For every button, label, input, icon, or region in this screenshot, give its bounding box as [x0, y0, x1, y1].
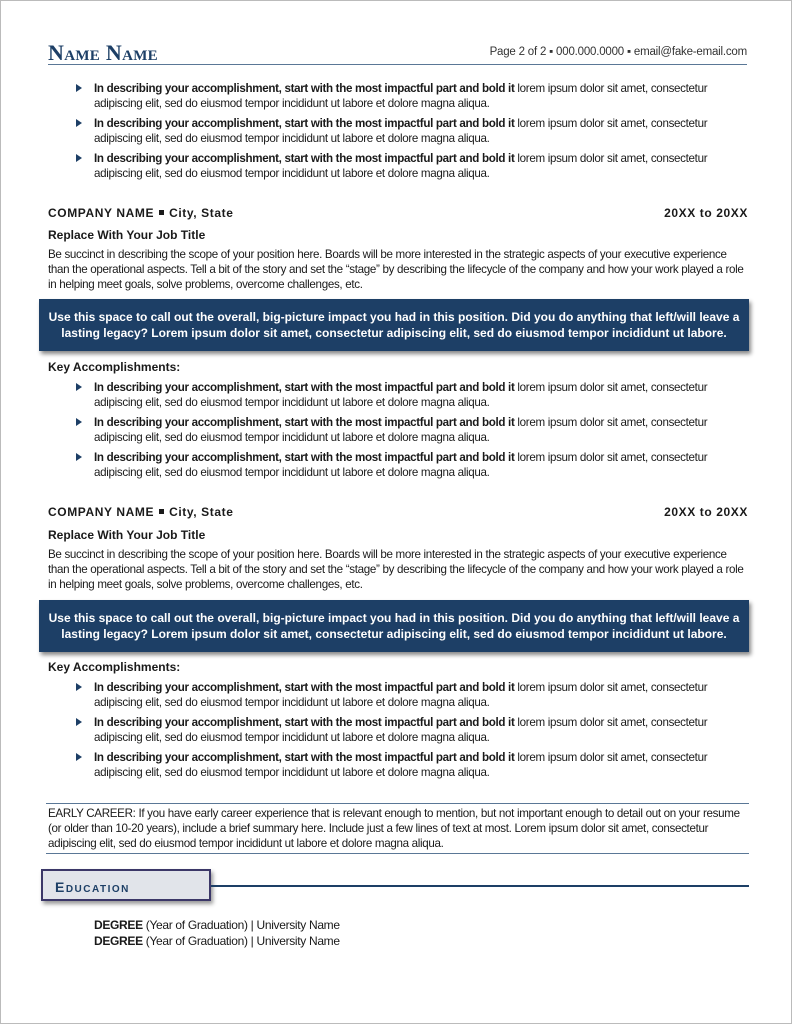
bullet-list — [76, 81, 748, 186]
impact-callout: Use this space to call out the overall, big-picture impact you had in this position. Did you do anything that left/will leave a lasting legacy? Lorem ipsum dolor sit amet, consectetur adipiscing elit, sed do eiusmod tempor incididunt ut labore. — [39, 299, 749, 351]
list-item — [76, 750, 748, 780]
bullet-text: lorem ipsum dolor sit amet, consectetur adipiscing elit, sed do eiusmod tempor incididunt ut labore et dolore magna aliqua. — [94, 751, 708, 779]
degree-detail: (Year of Graduation) | University Name — [142, 918, 340, 932]
bullet-text: lorem ipsum dolor sit amet, consectetur adipiscing elit, sed do eiusmod tempor incididunt ut labore et dolore magna aliqua. — [94, 416, 708, 444]
bullet-text: lorem ipsum dolor sit amet, consectetur adipiscing elit, sed do eiusmod tempor incididunt ut labore et dolore magna aliqua. — [94, 82, 708, 110]
bullet-bold: In describing your accomplishment, start with the most impactful part and bold it — [94, 152, 515, 165]
company-line — [48, 206, 748, 220]
early-career-summary: EARLY CAREER: If you have early career experience that is relevant enough to mention, but not important enough to detail out on your resume (or older than 10-20 years), include a brief summary here. Include just a few lines of text at most. Lorem ipsum dolor sit amet, consectetur adipiscing elit, sed do eiusmod tempor incididunt ut labore et dolore magna aliqua. — [48, 807, 740, 850]
company-line — [48, 505, 748, 519]
education-heading: Education — [41, 869, 211, 901]
job-title: Replace With Your Job Title — [48, 228, 206, 242]
triangle-bullet-icon — [76, 453, 82, 461]
bullet-text: lorem ipsum dolor sit amet, consectetur adipiscing elit, sed do eiusmod tempor incididunt ut labore et dolore magna aliqua. — [94, 381, 708, 409]
bullet-bold: In describing your accomplishment, start with the most impactful part and bold it — [94, 751, 515, 764]
bullet-text: lorem ipsum dolor sit amet, consectetur adipiscing elit, sed do eiusmod tempor incididunt ut labore et dolore magna aliqua. — [94, 716, 708, 744]
page-header — [48, 39, 747, 65]
bullet-bold: In describing your accomplishment, start with the most impactful part and bold it — [94, 82, 515, 95]
bullet-list — [76, 380, 748, 485]
list-item — [76, 151, 748, 181]
bullet-bold: In describing your accomplishment, start with the most impactful part and bold it — [94, 681, 515, 694]
job-title: Replace With Your Job Title — [48, 528, 206, 542]
square-separator-icon — [159, 509, 164, 514]
bullet-list — [76, 680, 748, 785]
education-list — [94, 917, 340, 949]
position-summary: Be succinct in describing the scope of your position here. Boards will be more interested in the strategic aspects of your executive experience than the operational aspects. Tell a bit of the story and set the “stage” by describing the lifecycle of the company and how your work played a role in helping meet goals, solve problems, overcome challenges, etc. — [48, 248, 744, 291]
key-accomplishments-label: Key Accomplishments: — [48, 660, 181, 674]
bullet-bold: In describing your accomplishment, start with the most impactful part and bold it — [94, 117, 515, 130]
bullet-text: lorem ipsum dolor sit amet, consectetur adipiscing elit, sed do eiusmod tempor incididunt ut labore et dolore magna aliqua. — [94, 117, 708, 145]
bullet-text: lorem ipsum dolor sit amet, consectetur adipiscing elit, sed do eiusmod tempor incididunt ut labore et dolore magna aliqua. — [94, 451, 708, 479]
degree-entry — [94, 917, 340, 933]
bullet-bold: In describing your accomplishment, start with the most impactful part and bold it — [94, 716, 515, 729]
list-item — [76, 116, 748, 146]
degree-name: DEGREE — [94, 918, 143, 932]
company-location: City, State — [169, 206, 234, 220]
triangle-bullet-icon — [76, 718, 82, 726]
triangle-bullet-icon — [76, 119, 82, 127]
triangle-bullet-icon — [76, 753, 82, 761]
triangle-bullet-icon — [76, 383, 82, 391]
divider — [46, 803, 749, 804]
list-item — [76, 450, 748, 480]
degree-name: DEGREE — [94, 934, 143, 948]
triangle-bullet-icon — [76, 84, 82, 92]
position-dates: 20XX to 20XX — [664, 505, 748, 519]
bullet-bold: In describing your accomplishment, start with the most impactful part and bold it — [94, 381, 515, 394]
bullet-text: lorem ipsum dolor sit amet, consectetur adipiscing elit, sed do eiusmod tempor incididunt ut labore et dolore magna aliqua. — [94, 681, 708, 709]
list-item — [76, 680, 748, 710]
company-location: City, State — [169, 505, 234, 519]
list-item — [76, 415, 748, 445]
position-summary: Be succinct in describing the scope of your position here. Boards will be more interested in the strategic aspects of your executive experience than the operational aspects. Tell a bit of the story and set the “stage” by describing the lifecycle of the company and how your work played a role in helping meet goals, solve problems, overcome challenges, etc. — [48, 548, 744, 591]
company-name: COMPANY NAME — [48, 206, 155, 220]
bullet-bold: In describing your accomplishment, start with the most impactful part and bold it — [94, 451, 515, 464]
company-name: COMPANY NAME — [48, 505, 155, 519]
degree-entry — [94, 933, 340, 949]
position-dates: 20XX to 20XX — [664, 206, 748, 220]
list-item — [76, 380, 748, 410]
list-item — [76, 81, 748, 111]
list-item — [76, 715, 748, 745]
triangle-bullet-icon — [76, 154, 82, 162]
divider — [46, 853, 749, 854]
section-rule — [211, 885, 749, 887]
square-separator-icon — [159, 210, 164, 215]
contact-line: Page 2 of 2 ▪ 000.000.0000 ▪ email@fake-email.com — [489, 46, 747, 58]
triangle-bullet-icon — [76, 418, 82, 426]
impact-callout: Use this space to call out the overall, big-picture impact you had in this position. Did you do anything that left/will leave a lasting legacy? Lorem ipsum dolor sit amet, consectetur adipiscing elit, sed do eiusmod tempor incididunt ut labore. — [39, 600, 749, 652]
candidate-name: Name Name — [48, 40, 158, 65]
triangle-bullet-icon — [76, 683, 82, 691]
bullet-bold: In describing your accomplishment, start with the most impactful part and bold it — [94, 416, 515, 429]
degree-detail: (Year of Graduation) | University Name — [142, 934, 340, 948]
key-accomplishments-label: Key Accomplishments: — [48, 360, 181, 374]
bullet-text: lorem ipsum dolor sit amet, consectetur adipiscing elit, sed do eiusmod tempor incididunt ut labore et dolore magna aliqua. — [94, 152, 708, 180]
